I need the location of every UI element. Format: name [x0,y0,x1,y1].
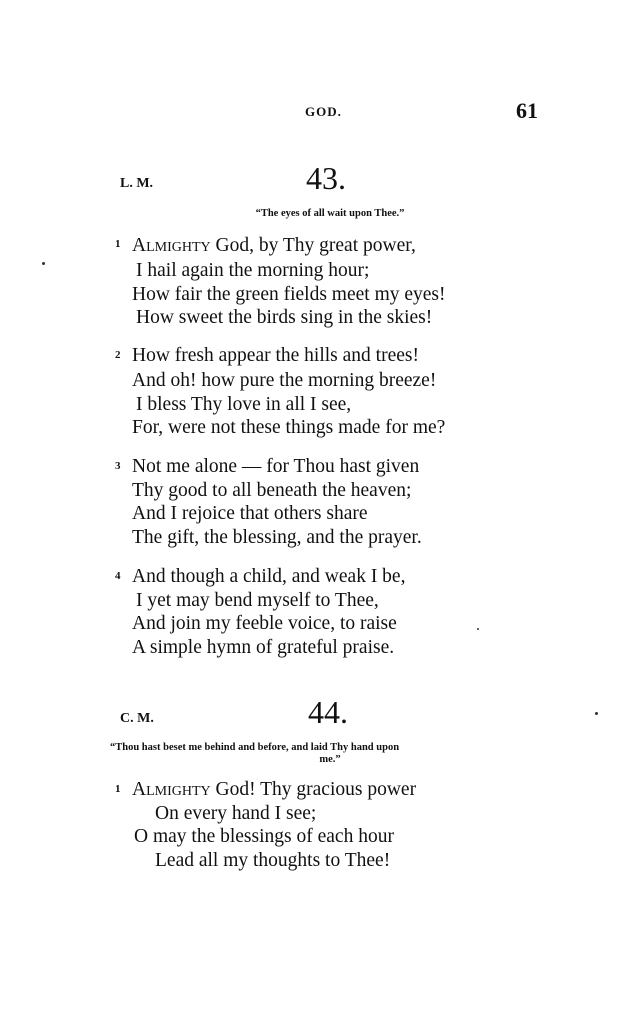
verse-line [132,779,416,801]
verse-first-rest: God, by Thy great power, [210,235,416,256]
verse-first-word: Almighty [132,779,211,800]
verse-line: Lead all my thoughts to Thee! [155,850,391,871]
verse-first-rest: God! Thy gracious power [210,779,417,800]
hymn-44-epigraph-line1: “Thou hast beset me behind and before, and laid Thy hand upon [110,742,400,753]
hymn-43-epigraph: “The eyes of all wait upon Thee.” [255,208,405,219]
scan-speck [42,262,45,265]
page-number: 61 [516,98,538,123]
verse-line: A simple hymn of grateful praise. [132,637,395,658]
verse-line [132,235,416,257]
running-head: GOD. [305,104,342,119]
verse-number: 4 [115,570,121,582]
verse-line: Not me alone — for Thou hast given [132,456,420,477]
verse-line: And join my feeble voice, to raise [132,613,397,634]
verse-line: How fresh appear the hills and trees! [132,345,419,366]
verse-line: And though a child, and weak I be, [132,566,406,587]
verse-line: On every hand I see; [155,803,317,824]
verse-line: O may the blessings of each hour [134,826,394,847]
verse-line: I hail again the morning hour; [136,260,370,281]
verse-line: Thy good to all beneath the heaven; [132,480,412,501]
verse-line: For, were not these things made for me? [132,417,446,438]
scan-speck [595,712,598,715]
verse-line: And I rejoice that others share [132,503,368,524]
verse-line: I bless Thy love in all I see, [136,394,352,415]
verse-number: 3 [115,460,121,472]
verse-line: The gift, the blessing, and the prayer. [132,527,422,548]
verse-number: 2 [115,349,121,361]
hymn-43-meter: L. M. [120,176,154,191]
verse-line: And oh! how pure the morning breeze! [132,370,437,391]
verse-first-word: Almighty [132,235,211,256]
verse-number: 1 [115,783,121,795]
hymn-44-epigraph-line2: me.” [319,754,341,765]
hymn-44-meter: C. M. [120,711,154,726]
scan-speck [477,628,479,630]
verse-line: I yet may bend myself to Thee, [136,590,379,611]
hymn-43-number: 43. [306,160,346,196]
verse-line: How sweet the birds sing in the skies! [136,307,433,328]
hymn-44-number: 44. [308,694,348,730]
verse-number: 1 [115,238,121,250]
verse-line: How fair the green fields meet my eyes! [132,284,446,305]
